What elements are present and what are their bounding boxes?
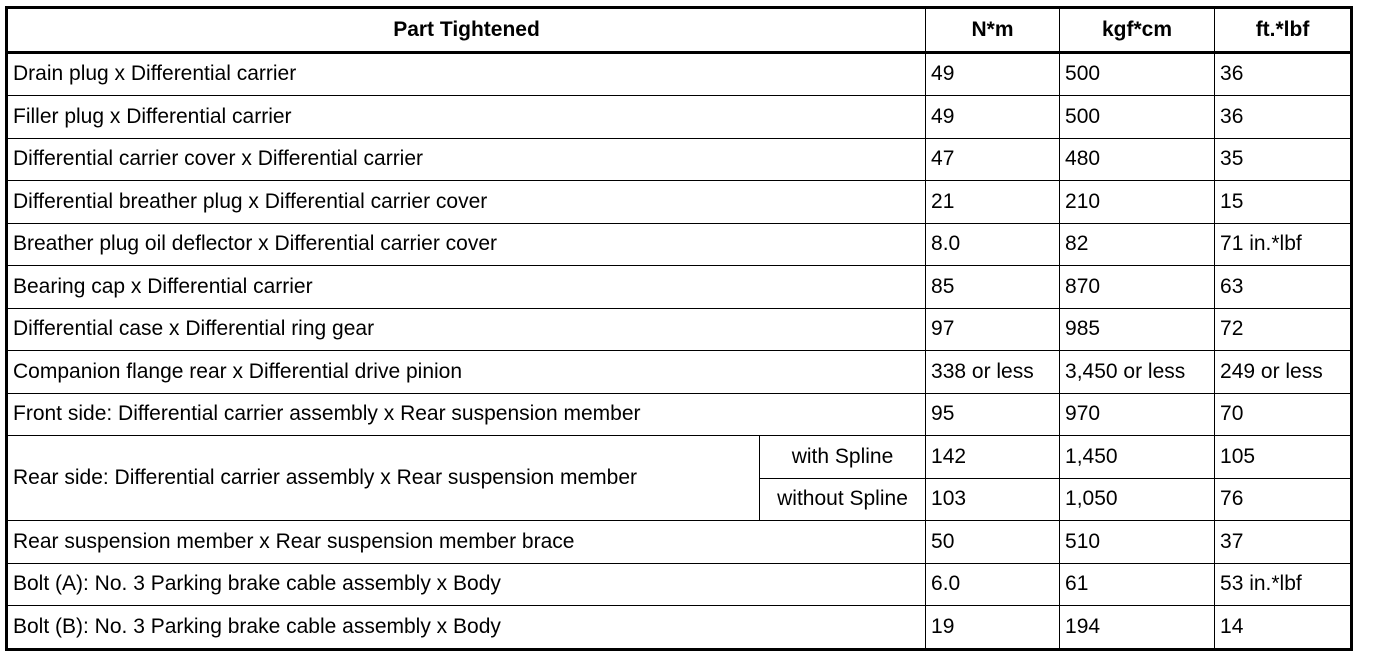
kgfcm-cell: 500 (1060, 52, 1215, 96)
part-cell: Filler plug x Differential carrier (7, 96, 926, 139)
table-row (7, 138, 1352, 181)
kgfcm-cell: 870 (1060, 266, 1215, 309)
variant-label: without Spline (760, 478, 926, 521)
ftlbf-cell: 37 (1215, 521, 1352, 564)
kgfcm-cell: 480 (1060, 138, 1215, 181)
part-cell: Drain plug x Differential carrier (7, 52, 926, 96)
kgfcm-cell: 61 (1060, 563, 1215, 606)
kgfcm-cell: 1,050 (1060, 478, 1215, 521)
ftlbf-cell: 76 (1215, 478, 1352, 521)
kgfcm-cell: 970 (1060, 393, 1215, 436)
part-cell: Rear suspension member x Rear suspension member brace (7, 521, 926, 564)
nm-cell: 95 (926, 393, 1060, 436)
ftlbf-cell: 36 (1215, 52, 1352, 96)
table-row (7, 308, 1352, 351)
header-kgfcm: kgf*cm (1060, 8, 1215, 53)
header-row (7, 8, 1352, 53)
nm-cell: 6.0 (926, 563, 1060, 606)
table-row-rear-side-with-spline (7, 436, 1352, 479)
part-cell: Bearing cap x Differential carrier (7, 266, 926, 309)
nm-cell: 21 (926, 181, 1060, 224)
table-row (7, 266, 1352, 309)
table-row (7, 52, 1352, 96)
table-row (7, 563, 1352, 606)
part-cell-rear-side: Rear side: Differential carrier assembly x Rear suspension member (7, 436, 760, 521)
ftlbf-cell: 36 (1215, 96, 1352, 139)
nm-cell: 103 (926, 478, 1060, 521)
kgfcm-cell: 3,450 or less (1060, 351, 1215, 394)
table-row (7, 181, 1352, 224)
ftlbf-cell: 35 (1215, 138, 1352, 181)
header-nm: N*m (926, 8, 1060, 53)
nm-cell: 49 (926, 96, 1060, 139)
ftlbf-cell: 14 (1215, 606, 1352, 650)
header-ftlbf: ft.*lbf (1215, 8, 1352, 53)
table-row (7, 223, 1352, 266)
ftlbf-cell: 71 in.*lbf (1215, 223, 1352, 266)
nm-cell: 19 (926, 606, 1060, 650)
nm-cell: 50 (926, 521, 1060, 564)
kgfcm-cell: 1,450 (1060, 436, 1215, 479)
kgfcm-cell: 82 (1060, 223, 1215, 266)
kgfcm-cell: 500 (1060, 96, 1215, 139)
part-cell: Breather plug oil deflector x Differential carrier cover (7, 223, 926, 266)
table-row (7, 606, 1352, 650)
ftlbf-cell: 72 (1215, 308, 1352, 351)
kgfcm-cell: 210 (1060, 181, 1215, 224)
nm-cell: 47 (926, 138, 1060, 181)
ftlbf-cell: 249 or less (1215, 351, 1352, 394)
variant-label: with Spline (760, 436, 926, 479)
header-part-tightened: Part Tightened (7, 8, 926, 53)
kgfcm-cell: 194 (1060, 606, 1215, 650)
part-cell: Differential case x Differential ring gear (7, 308, 926, 351)
part-cell: Companion flange rear x Differential drive pinion (7, 351, 926, 394)
torque-spec-table (5, 6, 1353, 651)
nm-cell: 85 (926, 266, 1060, 309)
ftlbf-cell: 15 (1215, 181, 1352, 224)
ftlbf-cell: 63 (1215, 266, 1352, 309)
part-cell: Differential carrier cover x Differential carrier (7, 138, 926, 181)
part-cell: Bolt (B): No. 3 Parking brake cable assembly x Body (7, 606, 926, 650)
part-cell: Differential breather plug x Differential carrier cover (7, 181, 926, 224)
nm-cell: 49 (926, 52, 1060, 96)
part-cell: Bolt (A): No. 3 Parking brake cable assembly x Body (7, 563, 926, 606)
kgfcm-cell: 985 (1060, 308, 1215, 351)
ftlbf-cell: 53 in.*lbf (1215, 563, 1352, 606)
table-row (7, 351, 1352, 394)
nm-cell: 338 or less (926, 351, 1060, 394)
nm-cell: 142 (926, 436, 1060, 479)
table-row (7, 521, 1352, 564)
table-row (7, 393, 1352, 436)
nm-cell: 97 (926, 308, 1060, 351)
kgfcm-cell: 510 (1060, 521, 1215, 564)
ftlbf-cell: 70 (1215, 393, 1352, 436)
table-row (7, 96, 1352, 139)
nm-cell: 8.0 (926, 223, 1060, 266)
ftlbf-cell: 105 (1215, 436, 1352, 479)
part-cell: Front side: Differential carrier assembly x Rear suspension member (7, 393, 926, 436)
